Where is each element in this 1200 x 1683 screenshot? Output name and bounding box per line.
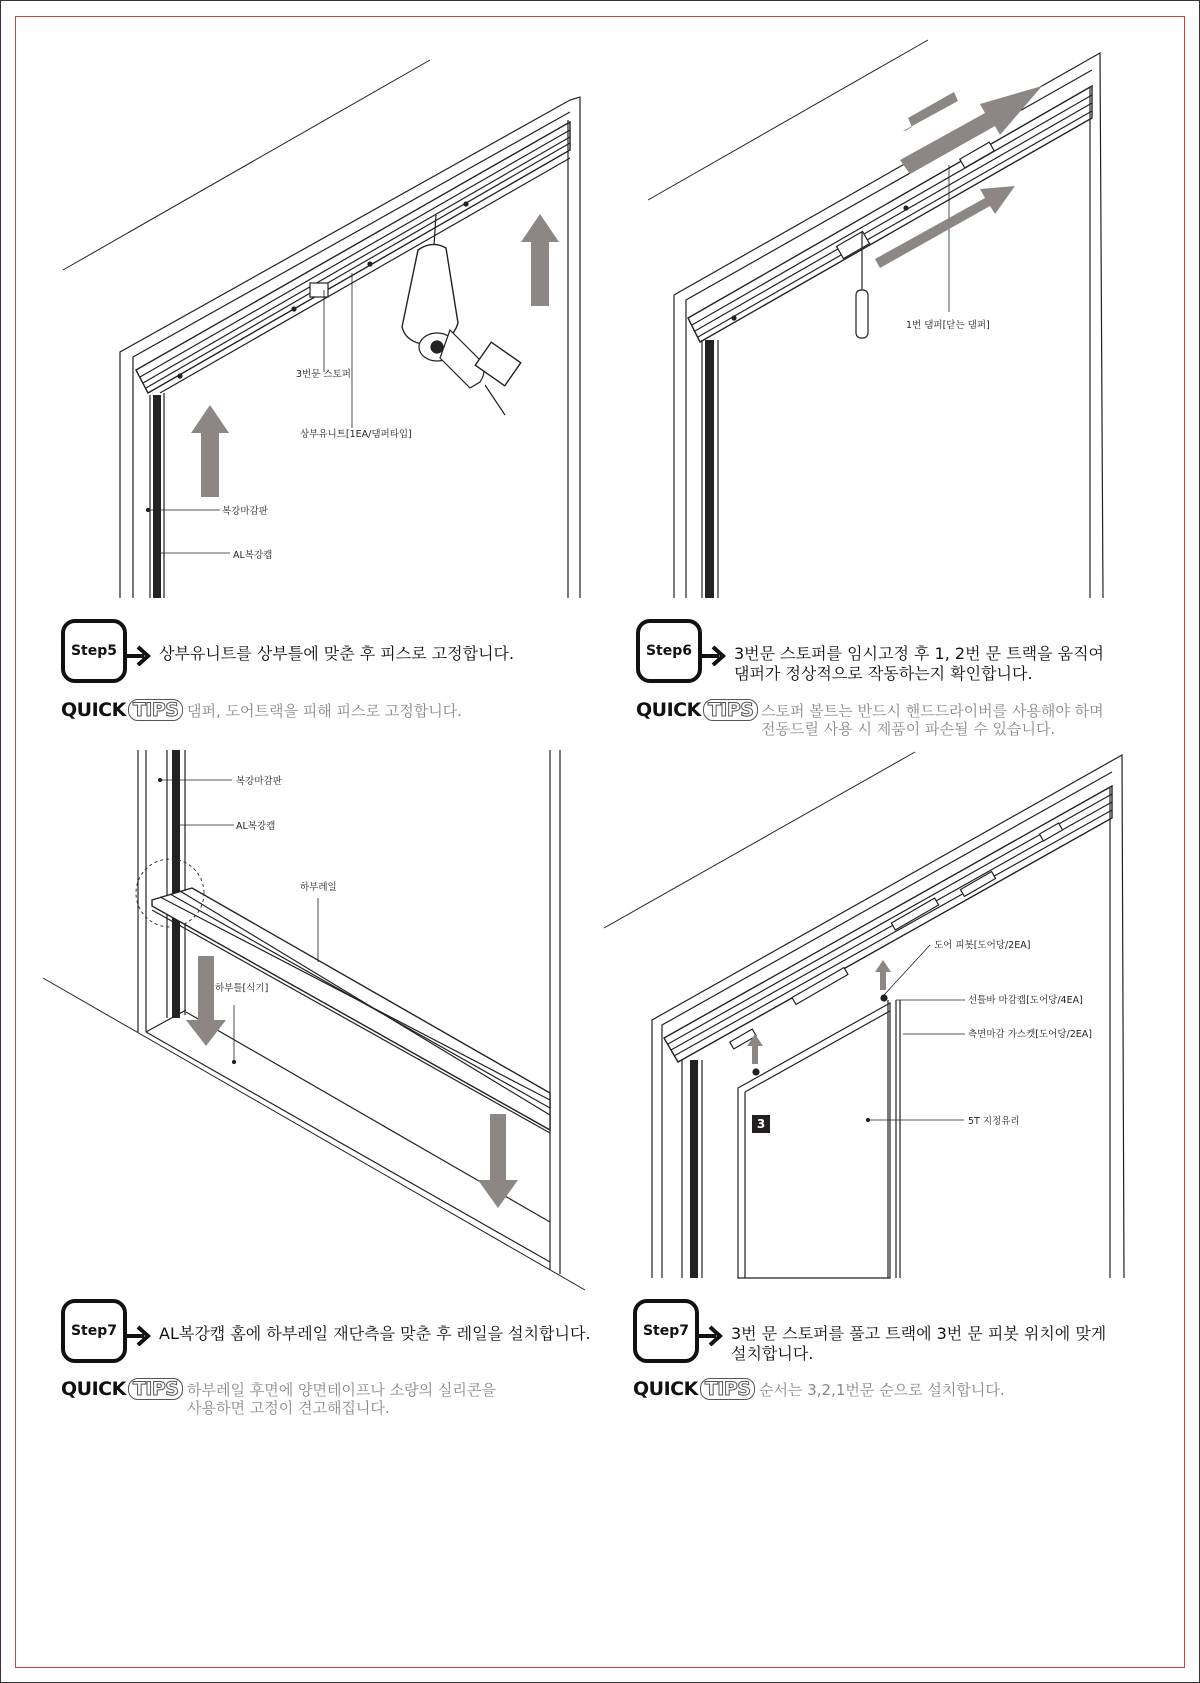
step7-rail-illustration	[43, 750, 585, 1290]
step5-illustration	[63, 60, 580, 598]
label-gasket: 측면마감 가스켓[도어당/2EA]	[968, 1029, 1092, 1040]
step7-door-quick-tips-logo: QUICK TIPS	[633, 1377, 755, 1401]
step7-door-illustration	[604, 752, 1124, 1278]
step6-illustration	[648, 40, 1103, 598]
step7-door-tip: 순서는 3,2,1번문 순으로 설치합니다.	[759, 1381, 1005, 1399]
label-cover-panel: 복강마감판	[222, 506, 268, 517]
door-number-badge: 3	[752, 1115, 770, 1133]
step7-door-arrow-icon	[696, 1322, 728, 1346]
step7-rail-badge	[61, 1299, 127, 1363]
label-bottom-rail: 하부레일	[300, 882, 337, 893]
label-glass: 5T 지정유리	[968, 1116, 1020, 1127]
step7-door-badge	[633, 1299, 699, 1363]
label-damper-1: 1번 댐퍼[닫는 댐퍼]	[906, 320, 990, 331]
step6-arrow-icon	[699, 642, 731, 666]
step7-rail-quick-tips-logo: QUICK TIPS	[61, 1377, 183, 1401]
step6-quick-tips-logo: QUICK TIPS	[636, 698, 758, 722]
step6-label: Step6	[645, 643, 693, 659]
step7-rail-instruction: AL복강캡 홈에 하부레일 재단측을 맞춘 후 레일을 설치합니다.	[159, 1324, 591, 1343]
label-al-cap-2: AL복강캡	[236, 821, 276, 832]
label-door-pivot: 도어 피봇[도어당/2EA]	[934, 940, 1031, 951]
step7-rail-arrow-icon	[124, 1322, 156, 1346]
step6-badge	[636, 619, 702, 683]
step5-quick-tips-logo: QUICK TIPS	[61, 698, 183, 722]
step5-badge	[61, 619, 127, 683]
label-bar-cap: 선틀바 마감캡[도어당/4EA]	[968, 995, 1083, 1006]
step7-rail-tip: 하부레일 후면에 양면테이프나 소량의 실리콘을 사용하면 고정이 견고해집니다.	[187, 1381, 496, 1417]
label-stopper-3: 3번문 스토퍼	[296, 369, 351, 380]
step7-door-instruction: 3번 문 스토퍼를 풀고 트랙에 3번 문 피봇 위치에 맞게 설치합니다.	[731, 1324, 1107, 1363]
label-bottom-frame: 하부틀[식기]	[215, 983, 269, 994]
step5-label: Step5	[70, 643, 118, 659]
step5-tip: 댐퍼, 도어트랙을 피해 피스로 고정합니다.	[187, 702, 462, 720]
label-top-unit: 상부유니트[1EA/댐퍼타입]	[300, 429, 412, 440]
label-al-cap: AL복강캡	[233, 550, 273, 561]
step7-door-label: Step7	[642, 1323, 690, 1339]
step5-arrow-icon	[124, 642, 156, 666]
step7-rail-label: Step7	[70, 1323, 118, 1339]
step6-instruction: 3번문 스토퍼를 임시고정 후 1, 2번 문 트랙을 움직여 댐퍼가 정상적으로 작동하는지 확인합니다.	[734, 644, 1104, 683]
label-cover-panel-2: 복강마감판	[236, 776, 282, 787]
step5-instruction: 상부유니트를 상부틀에 맞춘 후 피스로 고정합니다.	[159, 644, 515, 663]
step6-tip: 스토퍼 볼트는 반드시 핸드드라이버를 사용해야 하며 전동드릴 사용 시 제품이 파손될 수 있습니다.	[761, 702, 1104, 738]
